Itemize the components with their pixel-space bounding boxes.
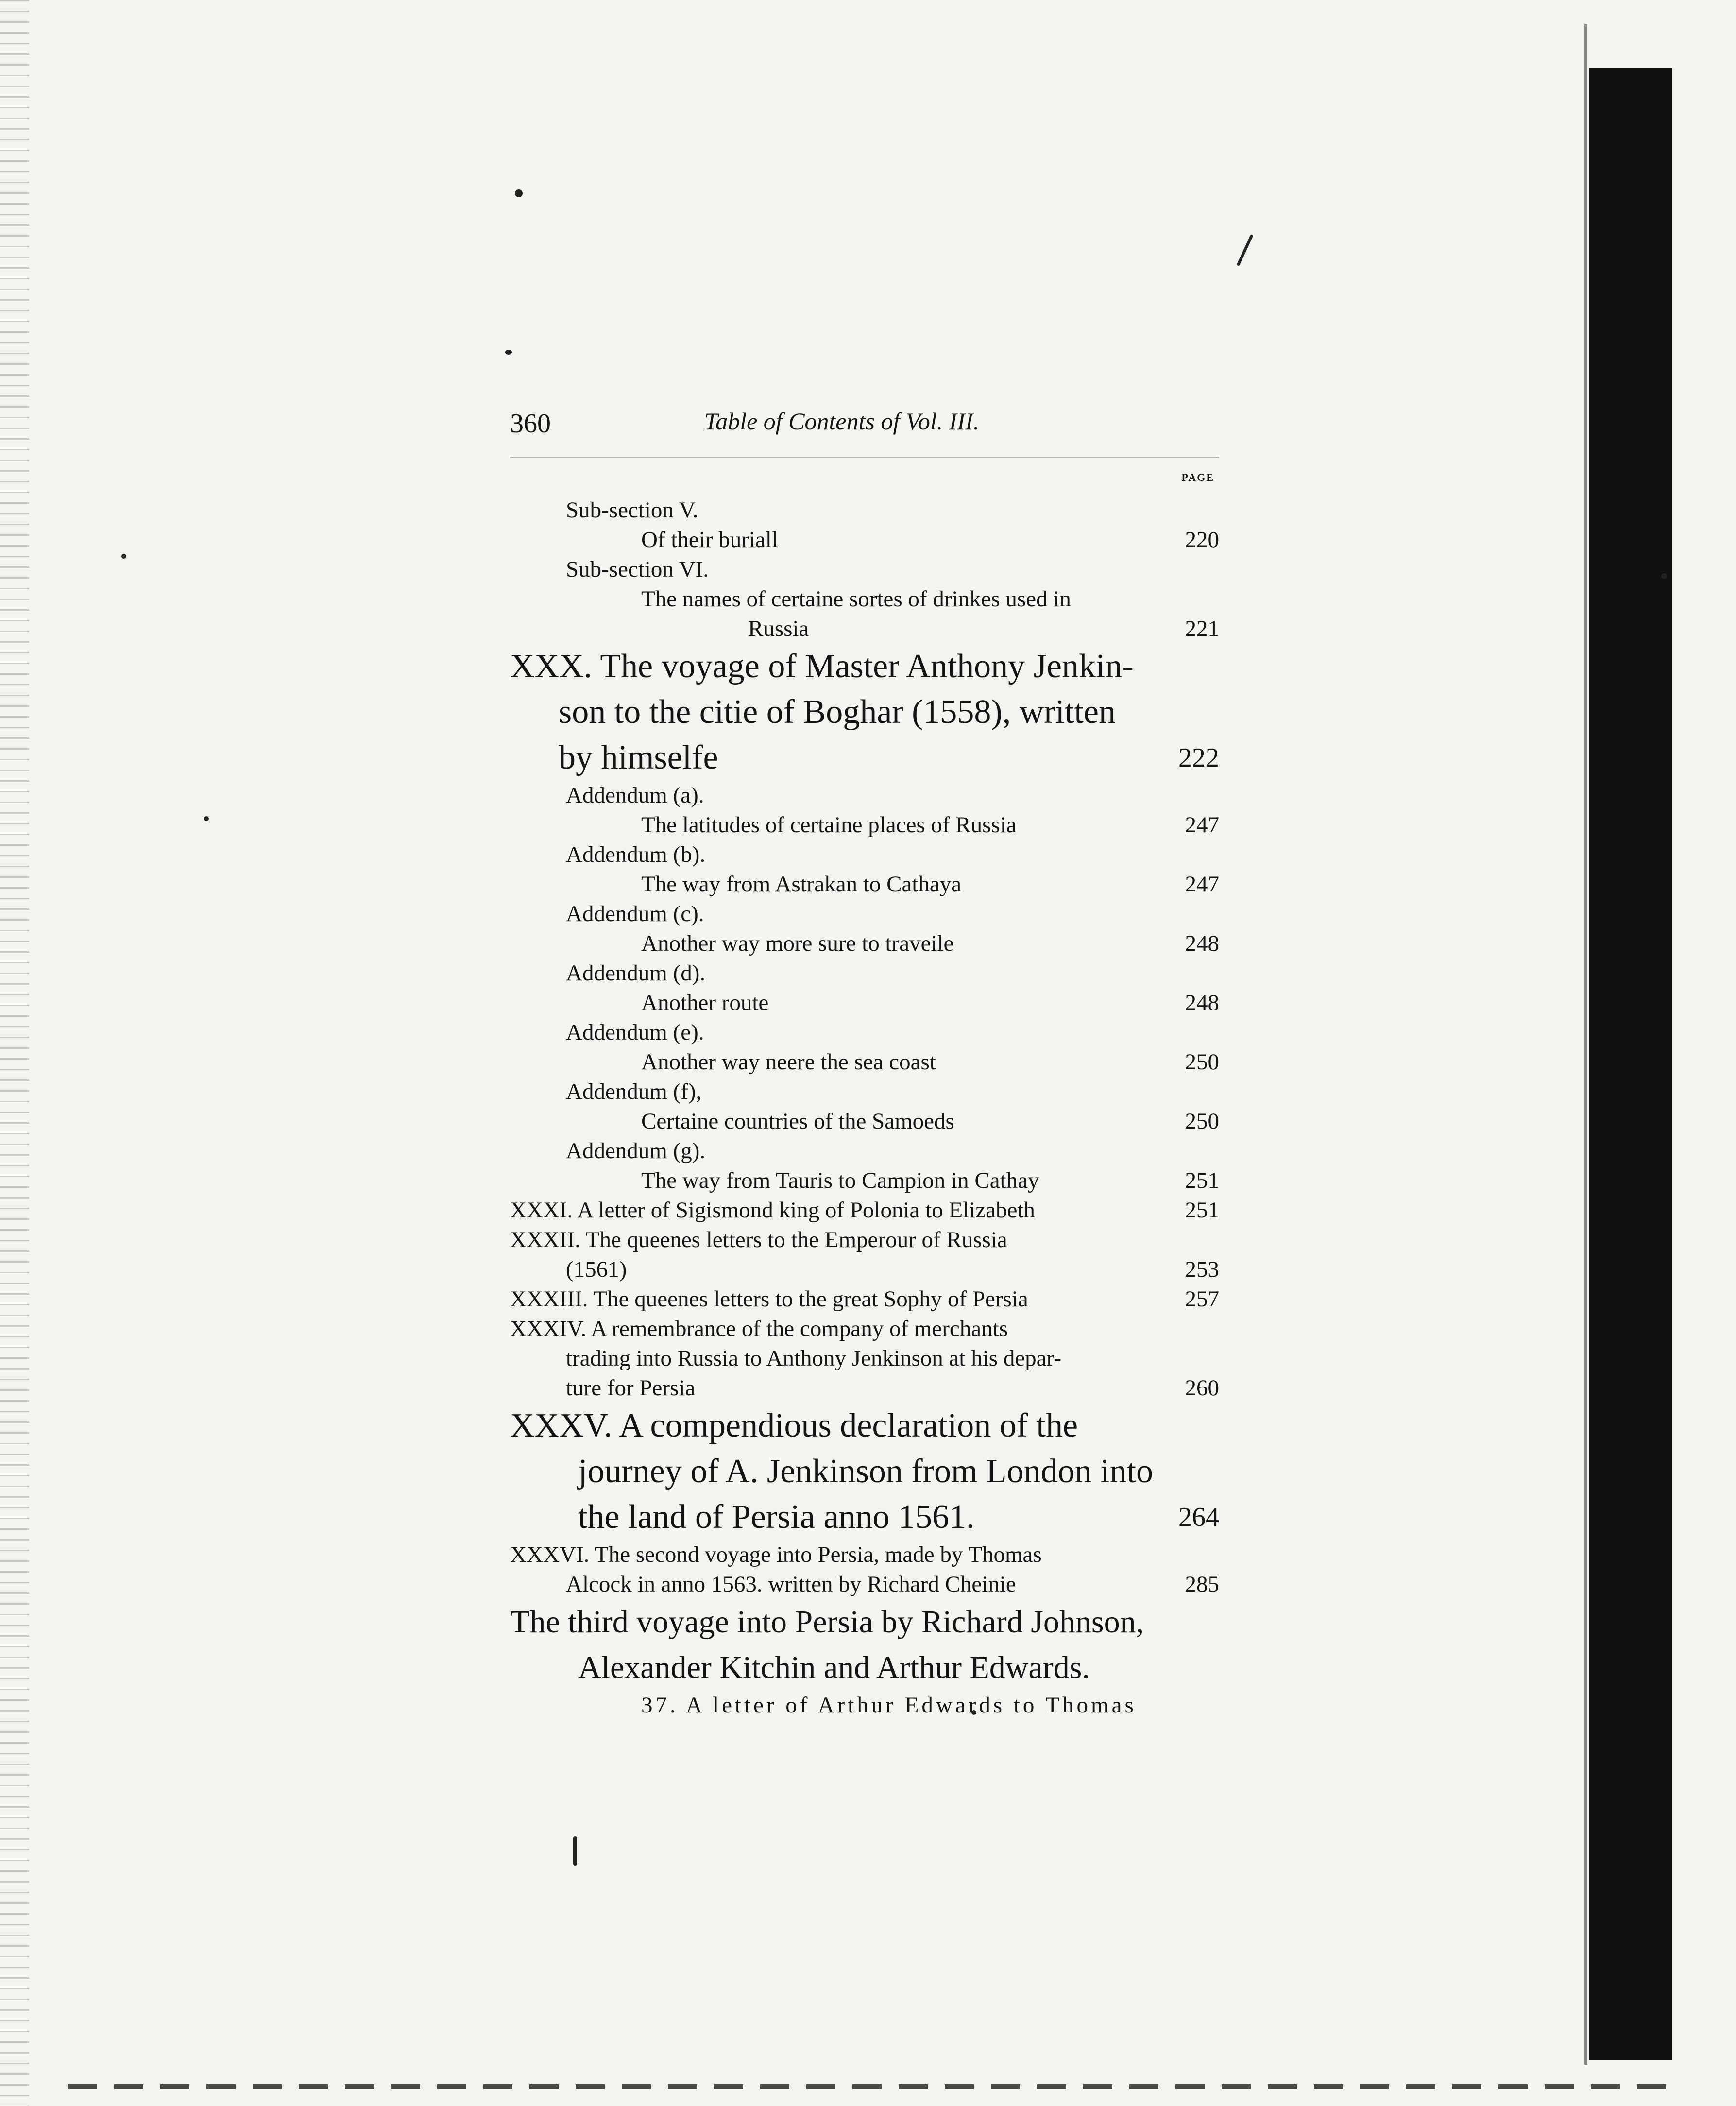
- toc-entry: Of their buriall: [641, 527, 778, 552]
- page-number: 248: [1185, 931, 1219, 956]
- toc-entry: XXXIV. A remembrance of the company of merchants: [510, 1316, 1008, 1341]
- toc-entry: Addendum (b).: [566, 842, 706, 867]
- scan-speck: [121, 554, 126, 559]
- scan-speck: [1236, 234, 1253, 266]
- page-number: 253: [1185, 1257, 1219, 1282]
- page-number: 250: [1185, 1109, 1219, 1134]
- toc-line: [510, 584, 1219, 614]
- section-heading: The third voyage into Persia by Richard Johnson,: [510, 1604, 1144, 1640]
- toc-line: [510, 1403, 1219, 1449]
- toc-line: [510, 1691, 1219, 1720]
- toc-entry: Sub-section V.: [566, 497, 698, 523]
- scan-speck: [204, 816, 209, 821]
- page-number: 248: [1185, 990, 1219, 1015]
- toc-line: [510, 810, 1219, 840]
- toc-entry: by himselfe: [559, 739, 718, 776]
- head-rule: [510, 457, 1219, 458]
- toc-entry: The way from Tauris to Campion in Cathay: [641, 1168, 1039, 1193]
- toc-entry: XXXII. The queenes letters to the Emperour of Russia: [510, 1227, 1007, 1252]
- page-number: 260: [1185, 1375, 1219, 1401]
- toc-entry: Sub-section VI.: [566, 557, 709, 582]
- toc-entry: The way from Astrakan to Cathaya: [641, 872, 962, 897]
- toc-line: [510, 870, 1219, 899]
- page-number: 221: [1185, 616, 1219, 641]
- toc-entry: XXXV. A compendious declaration of the: [510, 1407, 1078, 1444]
- toc-entry: Alcock in anno 1563. written by Richard Cheinie: [566, 1572, 1016, 1597]
- toc-line: [510, 988, 1219, 1018]
- toc-line: [510, 1107, 1219, 1136]
- page-number: 257: [1185, 1286, 1219, 1312]
- toc-line: [510, 1018, 1219, 1047]
- toc-entry: Another way more sure to traveile: [641, 931, 954, 956]
- toc-entry: The names of certaine sortes of drinkes used in: [641, 586, 1071, 612]
- toc-line: [510, 1166, 1219, 1196]
- toc-entry: journey of A. Jenkinson from London into: [578, 1453, 1154, 1490]
- toc-line: [510, 1314, 1219, 1344]
- toc-entry: Certaine countries of the Samoeds: [641, 1109, 954, 1134]
- page-number: 250: [1185, 1049, 1219, 1075]
- toc-entry: Addendum (c).: [566, 901, 704, 926]
- scan-edge-bottom: [68, 2084, 1671, 2089]
- page-number: 220: [1185, 527, 1219, 552]
- toc-line: [510, 1540, 1219, 1570]
- scan-shadow-bar: [1589, 68, 1672, 2060]
- page-number: 264: [1178, 1502, 1219, 1532]
- toc-line: [510, 555, 1219, 584]
- toc-line: [510, 496, 1219, 525]
- page-number: 247: [1185, 872, 1219, 897]
- toc-entry: trading into Russia to Anthony Jenkinson at his depar-: [566, 1346, 1061, 1371]
- scan-speck: [573, 1836, 577, 1866]
- folio-number: 360: [510, 409, 551, 439]
- toc-line: [510, 644, 1219, 689]
- scan-speck: [505, 350, 512, 355]
- toc-entry: XXXIII. The queenes letters to the great Sophy of Persia: [510, 1286, 1028, 1312]
- toc-line: [510, 735, 1219, 781]
- toc-line: [510, 614, 1219, 644]
- toc-line: [510, 1077, 1219, 1107]
- scan-speck: [1661, 573, 1667, 579]
- toc-entry: Another route: [641, 990, 769, 1015]
- toc-line: [510, 1344, 1219, 1373]
- toc-entry: Russia: [748, 616, 809, 641]
- toc-line: [510, 1645, 1219, 1691]
- scan-edge-right: [1584, 24, 1587, 2065]
- section-heading: Alexander Kitchin and Arthur Edwards.: [578, 1650, 1090, 1685]
- toc-entry: son to the citie of Boghar (1558), written: [559, 693, 1116, 731]
- scan-speck: [515, 189, 523, 197]
- toc-line: [510, 1136, 1219, 1166]
- toc-line: [510, 1599, 1219, 1645]
- toc-entry: Addendum (a).: [566, 783, 704, 808]
- toc-line: [510, 1449, 1219, 1494]
- page-number: 251: [1185, 1168, 1219, 1193]
- toc-list: [510, 496, 1219, 1720]
- page-number: 285: [1185, 1572, 1219, 1597]
- toc-line: [510, 1494, 1219, 1540]
- toc-line: [510, 1225, 1219, 1255]
- page-number: 251: [1185, 1198, 1219, 1223]
- toc-entry: XXX. The voyage of Master Anthony Jenkin-: [510, 648, 1134, 685]
- toc-line: [510, 1373, 1219, 1403]
- toc-line: [510, 929, 1219, 959]
- toc-entry: Addendum (e).: [566, 1020, 704, 1045]
- toc-entry: the land of Persia anno 1561.: [578, 1498, 975, 1536]
- toc-entry: (1561): [566, 1257, 627, 1282]
- toc-entry: ture for Persia: [566, 1375, 696, 1401]
- page-number: 247: [1185, 812, 1219, 838]
- toc-line: [510, 525, 1219, 555]
- scan-edge-left: [0, 0, 29, 2106]
- toc-line: [510, 959, 1219, 988]
- page-column-label: PAGE: [1181, 471, 1214, 483]
- toc-line: [510, 1255, 1219, 1284]
- page-number: 222: [1178, 743, 1219, 773]
- toc-line: [510, 899, 1219, 929]
- toc-entry: XXXI. A letter of Sigismond king of Polonia to Elizabeth: [510, 1198, 1035, 1223]
- toc-entry: Another way neere the sea coast: [641, 1049, 936, 1075]
- toc-line: [510, 840, 1219, 870]
- toc-line: [510, 781, 1219, 810]
- toc-entry: Addendum (g).: [566, 1138, 706, 1164]
- toc-line: [510, 689, 1219, 735]
- toc-line: [510, 1284, 1219, 1314]
- toc-line: [510, 1196, 1219, 1225]
- toc-entry: Addendum (d).: [566, 960, 706, 986]
- toc-entry: XXXVI. The second voyage into Persia, made by Thomas: [510, 1542, 1042, 1567]
- toc-entry: 37. A letter of Arthur Edwards to Thomas: [641, 1693, 1137, 1718]
- running-title: Table of Contents of Vol. III.: [704, 408, 980, 435]
- toc-entry: The latitudes of certaine places of Russia: [641, 812, 1017, 838]
- toc-line: [510, 1570, 1219, 1599]
- running-head: [510, 403, 1229, 483]
- toc-entry: Addendum (f),: [566, 1079, 702, 1104]
- toc-line: [510, 1047, 1219, 1077]
